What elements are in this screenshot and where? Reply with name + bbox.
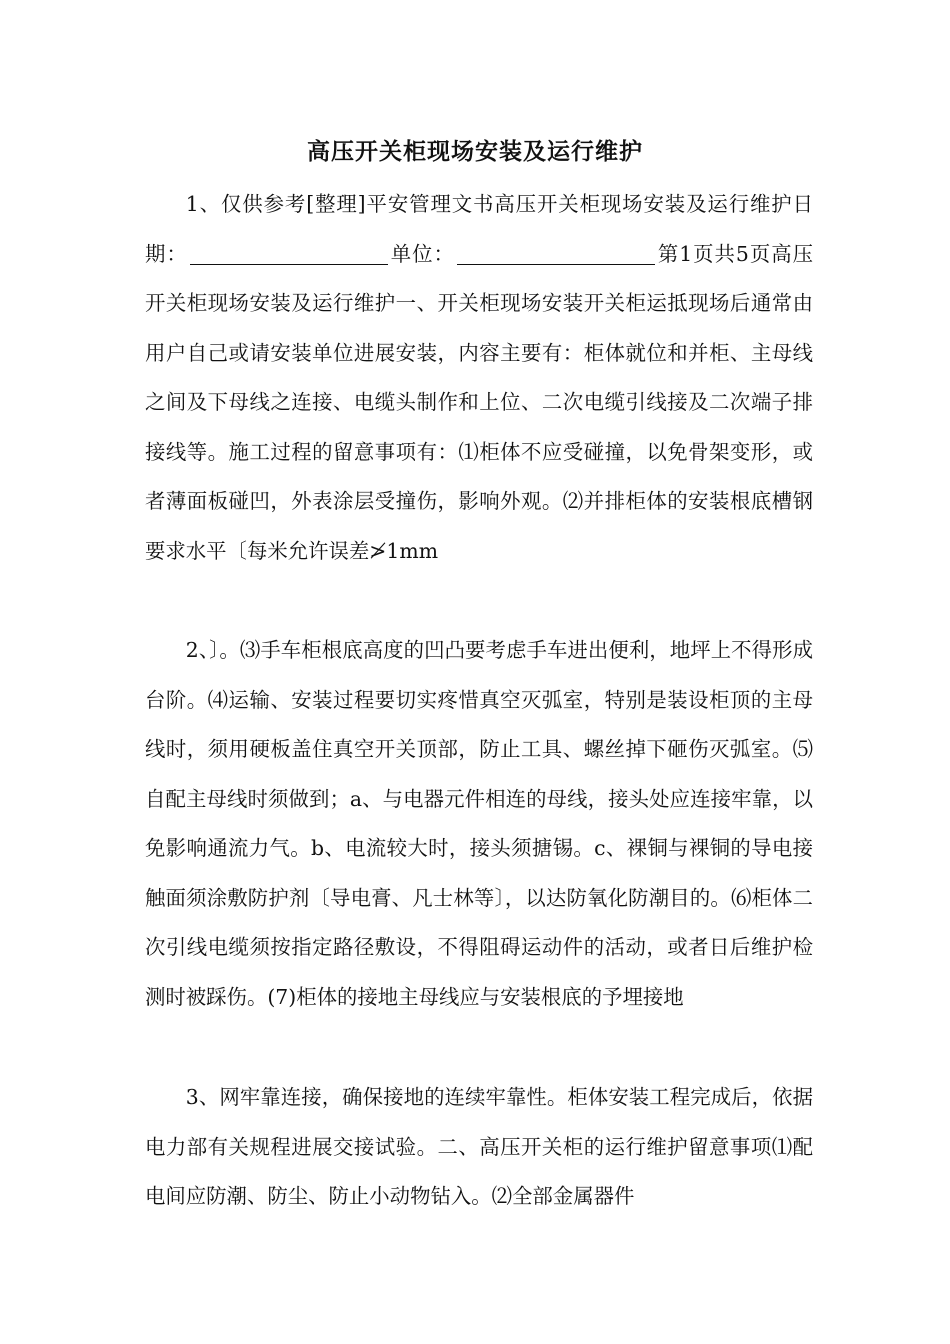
paragraph-1 — [145, 180, 813, 576]
date-blank-line — [190, 242, 388, 265]
paragraph-1-text-c: 第1页共5页高压开关柜现场安装及运行维护一、开关柜现场安装开关柜运抵现场后通常由用户自己或请安装单位进展安装，内容主要有：柜体就位和并柜、主母线之间及下母线之连接、电缆头制作和上位、二次电缆引线接及二次端子排接线等。施工过程的留意事项有：⑴柜体不应受碰撞，以免骨架变形，或者薄面板碰凹，外表涂层受撞伤，影响外观。⑵并排柜体的安装根底槽钢要求水平〔每米允许误差≯1mm — [145, 241, 814, 563]
paragraph-2: 2、〕。⑶手车柜根底高度的凹凸要考虑手车进出便利，地坪上不得形成台阶。⑷运输、安装过程要切实疼惜真空灭弧室，特别是装设柜顶的主母线时，须用硬板盖住真空开关顶部，防止工具、螺丝掉下砸伤灭弧室。⑸自配主母线时须做到；a、与电器元件相连的母线，接头处应连接牢靠，以免影响通流力气。b、电流较大时，接头须搪锡。c、裸铜与裸铜的导电接触面须涂敷防护剂〔导电膏、凡士林等〕，以达防氧化防潮目的。⑹柜体二次引线电缆须按指定路径敷设，不得阻碍运动件的活动，或者日后维护检测时被踩伤。(7)柜体的接地主母线应与安装根底的予埋接地 — [145, 638, 813, 1009]
unit-blank-line — [457, 242, 655, 265]
paragraph-3: 3、网牢靠连接，确保接地的连续牢靠性。柜体安装工程完成后，依据电力部有关规程进展交接试验。二、高压开关柜的运行维护留意事项⑴配电间应防潮、防尘、防止小动物钻入。⑵全部金属器件 — [145, 1085, 813, 1208]
paragraph-1-text-a: 1、仅供参考[整理]平安管理文书高压开关柜现场安装及运行维护日期： — [145, 192, 813, 266]
document-title: 高压开关柜现场安装及运行维护 — [307, 138, 643, 165]
paragraph-1-text-b: 单位： — [389, 241, 455, 266]
